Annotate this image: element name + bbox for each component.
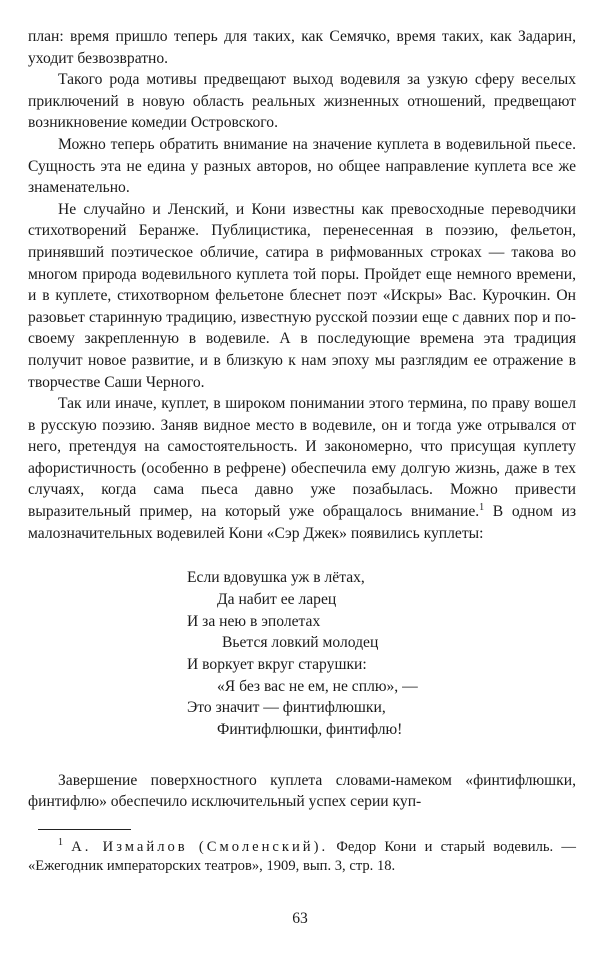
verse-line: Да набит ее ларец xyxy=(217,590,337,608)
verse-line: «Я без вас не ем, не сплю», — xyxy=(217,677,418,695)
page-number: 63 xyxy=(292,910,308,927)
verse-line: Вьется ловкий молодец xyxy=(222,634,379,652)
verse-line: Финтифлюшки, финтифлю! xyxy=(217,721,403,739)
verse-line: И воркует вкруг старушки: xyxy=(187,656,367,674)
paragraph-4: Не случайно и Ленский, и Кони известны как превосходные переводчики стихотворений Беранже. Публицистика, перенесенная в поэзию, фельетон, принявший поэтическое обличие, сатира в рифмованных строках — такова во многом природа водевильного куплета той поры. Пройдет еще немного времени, и в куплете, стихотворном фельетоне блеснет поэт «Искры» Вас. Курочкин. Он разовьет старинную традицию, известную русской поэзии еще с давних пор и по-своему закрепленную в водевиле. А в последующие времена эта традиция получит новое развитие, и в близкую к нам эпоху мы разглядим ее отражение в творчестве Саши Черного. xyxy=(28,200,576,391)
paragraph-1: план: время пришло теперь для таких, как Семячко, время таких, как Задарин, уходит безвозвратно. xyxy=(28,28,576,67)
footnote xyxy=(28,838,576,875)
page-content xyxy=(28,26,576,875)
footnote-reference: 1 xyxy=(479,501,485,513)
verse-block xyxy=(187,567,576,741)
footnote-text: Федор Кони и старый водевиль. — «Ежегодник императорских театров», 1909, вып. 3, стр. 18. xyxy=(28,839,576,874)
paragraph-3: Можно теперь обратить внимание на значение куплета в водевильной пьесе. Сущность эта не едина у разных авторов, но общее направление куплета все же знаменательно. xyxy=(28,135,576,197)
verse-line: Это значит — финтифлюшки, xyxy=(187,699,386,717)
footnote-author: А. Измайлов (Смоленский). xyxy=(71,839,329,856)
footnote-divider xyxy=(38,829,131,830)
paragraph-5-text: Так или иначе, куплет, в широком понимании этого термина, по праву вошел в русскую поэзию. Заняв видное место в водевиле, он и тогда уже отрывался от него, претендуя на самостоятельность. И закономерно, что присущая куплету афористичность (особенно в рефрене) обеспечила ему долгую жизнь, даже в тех случаях, когда сама пьеса давно уже позабылась. Можно привести выразительный пример, на который уже обращалось внимание. xyxy=(28,395,576,521)
paragraph-after-verse: Завершение поверхностного куплета словами-намеком «финтифлюшки, финтифлю» обеспечило исключительный успех серии куп- xyxy=(28,771,576,811)
paragraph-5 xyxy=(28,393,576,544)
verse-line: И за нею в эполетах xyxy=(187,612,321,630)
footnote-mark: 1 xyxy=(58,837,63,849)
verse-line: Если вдовушка уж в лётах, xyxy=(187,569,365,587)
paragraph-5-text-after: В одном из малозначительных водевилей Кони «Сэр Джек» появились куплеты: xyxy=(28,503,576,542)
paragraph-2: Такого рода мотивы предвещают выход водевиля за узкую сферу веселых приключений в новую область реальных жизненных отношений, предвещают возникновение комедии Островского. xyxy=(28,71,576,132)
